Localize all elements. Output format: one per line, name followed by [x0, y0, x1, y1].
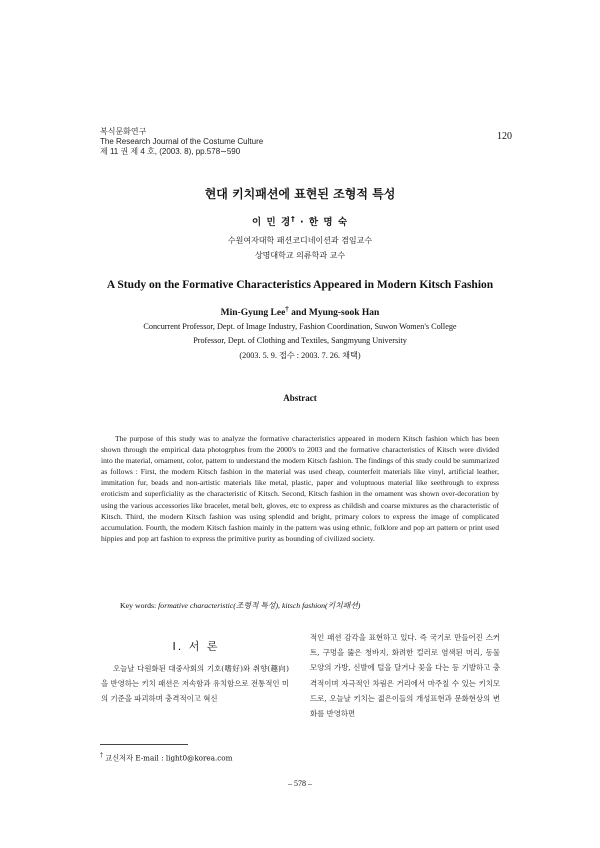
- footnote-divider: [100, 744, 188, 745]
- page-footer-number: – 578 –: [288, 779, 312, 788]
- journal-name-kr: 복식문화연구: [100, 127, 147, 136]
- affiliation-en-1: Concurrent Professor, Dept. of Image Industry, Fashion Coordination, Suwon Women's College: [143, 322, 457, 331]
- header-page-number: 120: [497, 131, 512, 142]
- author-name-kr-1: 이 민 경: [251, 217, 292, 228]
- abstract-heading: Abstract: [283, 393, 317, 403]
- corresponding-author-mark: †: [291, 214, 296, 223]
- footnote-mark: †: [100, 752, 103, 759]
- author-name-en-1: Min-Gyung Lee: [220, 308, 286, 319]
- author-name-kr-2: · 한 명 숙: [295, 217, 349, 228]
- title-english: A Study on the Formative Characteristics Appeared in Modern Kitsch Fashion: [106, 279, 494, 291]
- section-heading-introduction: Ⅰ. 서 론: [172, 640, 220, 653]
- keywords: [120, 600, 360, 611]
- footnote-text: 교신저자 E-mail : light0@korea.com: [103, 753, 233, 763]
- abstract-text: The purpose of this study was to analyze the formative characteristics appeared in modern Kitsch fashion which has been shown through the empirical data photogrphes from the 2000's to 2003 and the formative characteristics of Kitsch were divided into the material, ornament, color, pattern to understand the modern Kitsch fashion. The findings of this study could be summarized as follows : First, the modern Kitsch fashion in the material was used cheap, counterfeit materials like vinyl, artificial leather, immitation fur, beads and non-artistic materials like metal, plastic, paper and voluptuous material like seethrough to express eroticism and superficiality as the characteristic of Kitsch. Second, Kitsch fashion in the ornament was shown over-decoration by using the various accessories like bracelet, metal belt, gloves, etc to express as childish and coarse mixtures as the characteristic of Kitsch. Third, the modern Kitsch fashion was using splendid and bright, primary colors to express the image of complicated accumulation. Fourth, the modern Kitsch fashion mainly in the pattern was using ethnic, folklore and pop art pattern or print used hippies and pop art fashion to express the primitive purity as bounding of civilized society.: [101, 434, 499, 543]
- affiliation-en-2: Professor, Dept. of Clothing and Textiles, Sangmyung University: [193, 336, 407, 345]
- authors-english: [0, 305, 600, 318]
- journal-name-en: The Research Journal of the Costume Culture: [100, 137, 264, 146]
- body-column-left: [101, 661, 289, 707]
- author-name-en-2: and Myung-sook Han: [288, 308, 380, 319]
- abstract-body: [101, 433, 499, 544]
- received-accepted-dates: (2003. 5. 9. 접수 : 2003. 7. 26. 채택): [239, 351, 361, 360]
- journal-header: [100, 127, 263, 157]
- corresponding-author-mark-en: †: [285, 305, 289, 313]
- journal-volume: 제 11 권 제 4 호, (2003. 8), pp.578∼590: [100, 147, 241, 156]
- intro-paragraph-right: 적인 패션 감각을 표현하고 있다. 즉 국기로 만들어진 스커트, 구멍을 뚫은 청바지, 화려한 컬러로 염색된 머리, 동물모양의 가방, 신발에 털을 달거나 꽃을 다는 등 기발하고 충격적이며 자극적인 차림은 거리에서 마주칠 수 있는 키치모드로, 오늘날 키치는 젊은이들의 개성표현과 문화현상의 변화를 반영하면: [310, 633, 500, 719]
- affiliation-kr-2: 상명대학교 의류학과 교수: [254, 251, 346, 260]
- footnote: [100, 752, 232, 763]
- body-column-right: [310, 630, 500, 721]
- title-korean: 현대 키치패션에 표현된 조형적 특성: [204, 187, 396, 201]
- keywords-label: Key words:: [120, 601, 157, 610]
- authors-korean: [0, 214, 600, 228]
- intro-paragraph-left: 오늘날 다원화된 대중사회의 기호(嗜好)와 취향(趣向)을 반영하는 키치 패션은 저속함과 유치함으로 전통적인 미의 기준을 파괴하며 충격적이고 혁신: [101, 664, 289, 704]
- keywords-text: formative characteristic(조형적 특성), kitsch fashion(키치패션): [158, 601, 361, 610]
- affiliation-kr-1: 수원여자대학 패션코디네이션과 겸임교수: [227, 236, 373, 245]
